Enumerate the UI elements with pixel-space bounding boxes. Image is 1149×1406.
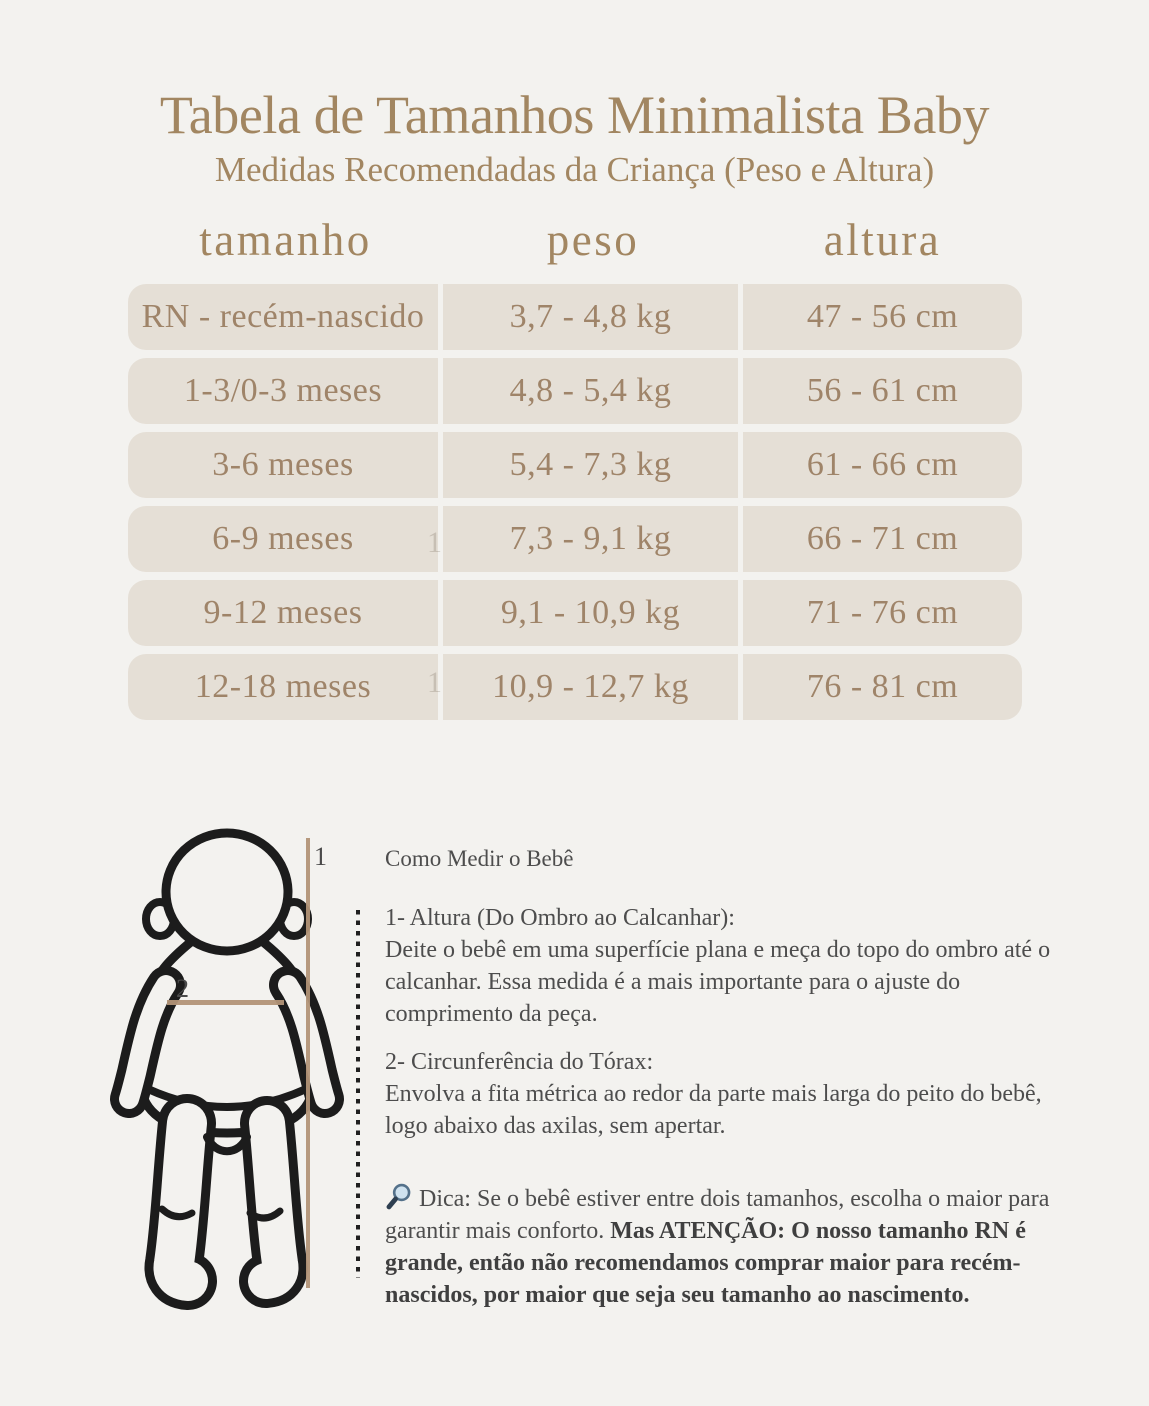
cell-peso: 4,8 - 5,4 kg — [443, 358, 743, 424]
table-row — [128, 284, 1022, 350]
page-title: Tabela de Tamanhos Minimalista Baby — [159, 85, 990, 145]
cell-tamanho: 6-9 meses — [128, 506, 443, 572]
table-header-row — [128, 214, 1022, 266]
faint-watermark-digit: 1 — [427, 666, 442, 699]
tip-paragraph — [385, 1182, 1053, 1311]
height-measure-label: 1 — [314, 842, 327, 871]
cell-altura: 76 - 81 cm — [806, 668, 959, 705]
cell-altura: 71 - 76 cm — [806, 594, 959, 631]
table-row — [128, 432, 1022, 498]
cell-altura: 47 - 56 cm — [806, 298, 959, 335]
table-row — [128, 358, 1022, 424]
step1-body: Deite o bebê em uma superfície plana e meça do topo do ombro até o calcanhar. Essa medida é a mais importante para o ajuste do comprimento da peça. — [385, 937, 1051, 1027]
page-subtitle: Medidas Recomendadas da Criança (Peso e Altura) — [214, 150, 935, 189]
cell-peso: 3,7 - 4,8 kg — [443, 284, 743, 350]
cell-altura: 66 - 71 cm — [806, 520, 959, 557]
faint-watermark-digit: 1 — [427, 526, 442, 559]
table-row — [128, 654, 1022, 720]
step1-title: 1- Altura (Do Ombro ao Calcanhar): — [385, 905, 735, 931]
step2-title: 2- Circunferência do Tórax: — [385, 1049, 654, 1075]
step2-body: Envolva a fita métrica ao redor da parte mais larga do peito do bebê, logo abaixo das axilas, sem apertar. — [385, 1081, 1042, 1139]
baby-outline-illustration — [100, 823, 380, 1323]
instructions-heading: Como Medir o Bebê — [385, 846, 574, 871]
magnifier-icon — [385, 1182, 413, 1210]
cell-peso: 7,3 - 9,1 kg — [443, 506, 743, 572]
cell-tamanho: 1-3/0-3 meses — [128, 358, 443, 424]
cell-altura: 56 - 61 cm — [806, 372, 959, 409]
cell-tamanho: 9-12 meses — [128, 580, 443, 646]
column-header-peso: peso — [546, 215, 640, 265]
cell-peso: 10,9 - 12,7 kg — [443, 654, 743, 720]
height-measure-line — [306, 838, 310, 1288]
size-table — [128, 284, 1022, 728]
tip-text: Dica: Se o bebê estiver entre dois tamanhos, escolha o maior para garantir mais conforto. — [385, 1186, 1050, 1244]
cell-peso: 5,4 - 7,3 kg — [443, 432, 743, 498]
cell-tamanho: 12-18 meses — [128, 654, 443, 720]
tip-text-bold: Mas ATENÇÃO: O nosso tamanho RN é grande, então não recomendamos comprar maior para recém-nascidos, por maior que seja seu tamanho ao nascimento. — [385, 1218, 1026, 1308]
cell-altura: 61 - 66 cm — [806, 446, 959, 483]
table-row — [128, 580, 1022, 646]
cell-tamanho: 3-6 meses — [128, 432, 443, 498]
cell-tamanho: RN - recém-nascido — [128, 284, 443, 350]
dotted-divider — [356, 910, 360, 1278]
cell-peso: 9,1 - 10,9 kg — [443, 580, 743, 646]
column-header-altura: altura — [823, 215, 942, 265]
chest-measure-label: 2 — [176, 974, 189, 1003]
table-row — [128, 506, 1022, 572]
column-header-tamanho: tamanho — [199, 215, 372, 265]
